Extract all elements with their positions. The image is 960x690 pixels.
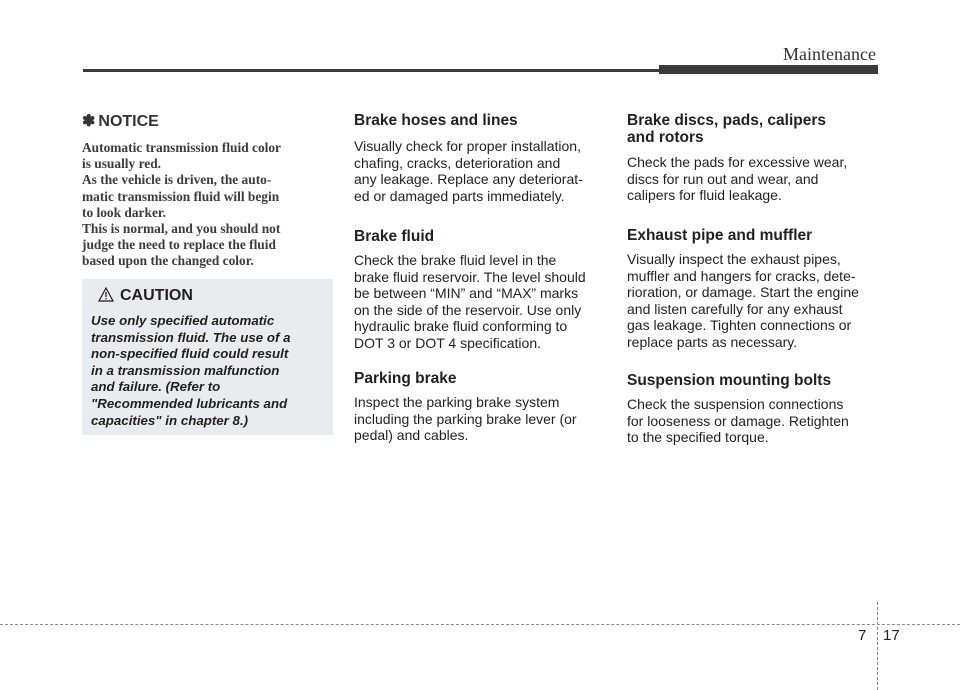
caution-line: in a transmission malfunction xyxy=(91,362,280,378)
section-header-title: Maintenance xyxy=(783,44,876,64)
caution-title: CAUTION xyxy=(120,287,193,304)
page-number: 17 xyxy=(883,627,900,644)
brake-fluid-body: Check the brake fluid level in the brake fluid reservoir. The level should be between “MIN” and “MAX” marks on the side of the reservoir. Use only hydraulic brake fluid conforming to DOT 3 or DOT 4 specification. xyxy=(354,252,586,351)
notice-line: matic transmission fluid will begin xyxy=(82,188,280,204)
suspension-body: Check the suspension connections for looseness or damage. Retighten to the specified torque. xyxy=(627,396,849,446)
brake-hoses-body: Visually check for proper installation, chafing, cracks, deterioration and any leakage. Replace any deteriorat- ed or damaged parts immediately. xyxy=(354,138,583,204)
footer-dashed-rule xyxy=(0,624,960,625)
notice-line: judge the need to replace the fluid xyxy=(82,237,276,253)
brake-fluid-heading: Brake fluid xyxy=(354,228,435,245)
caution-line: non-specified fluid could result xyxy=(91,346,289,362)
caution-line: "Recommended lubricants and xyxy=(91,395,288,411)
footer-vertical-rule xyxy=(877,602,878,690)
caution-box xyxy=(82,279,333,435)
warning-triangle-icon xyxy=(98,287,114,302)
caution-body xyxy=(91,313,326,429)
notice-body xyxy=(82,140,334,270)
notice-line: is usually red. xyxy=(82,156,162,172)
suspension-heading: Suspension mounting bolts xyxy=(627,372,832,389)
notice-title: NOTICE xyxy=(98,113,159,130)
notice-line: As the vehicle is driven, the auto- xyxy=(82,172,272,188)
brake-discs-heading: Brake discs, pads, calipers and rotors xyxy=(627,112,827,146)
brake-hoses-heading: Brake hoses and lines xyxy=(354,112,518,129)
header-bar xyxy=(659,65,878,74)
caution-line: capacities" in chapter 8.) xyxy=(91,412,249,428)
notice-line: to look darker. xyxy=(82,204,166,220)
notice-line: This is normal, and you should not xyxy=(82,221,281,237)
notice-heading xyxy=(82,111,159,131)
chapter-number: 7 xyxy=(858,627,867,644)
notice-line: based upon the changed color. xyxy=(82,253,254,269)
parking-brake-body: Inspect the parking brake system including the parking brake lever (or pedal) and cables. xyxy=(354,394,577,444)
header-rule xyxy=(83,69,659,72)
caution-heading xyxy=(98,287,193,305)
caution-line: transmission fluid. The use of a xyxy=(91,329,291,345)
exhaust-heading: Exhaust pipe and muffler xyxy=(627,227,813,244)
notice-star-icon: ✽ xyxy=(82,113,96,130)
caution-line: and failure. (Refer to xyxy=(91,379,221,395)
parking-brake-heading: Parking brake xyxy=(354,370,457,387)
exhaust-body: Visually inspect the exhaust pipes, muffler and hangers for cracks, dete- rioration, or damage. Start the engine and listen carefully for any exhaust gas leakage. Tighten connections or replace parts as necessary. xyxy=(627,251,859,350)
brake-discs-body: Check the pads for excessive wear, discs for run out and wear, and calipers for fluid leakage. xyxy=(627,154,848,204)
notice-line: Automatic transmission fluid color xyxy=(82,140,281,155)
caution-line: Use only specified automatic xyxy=(91,313,275,328)
